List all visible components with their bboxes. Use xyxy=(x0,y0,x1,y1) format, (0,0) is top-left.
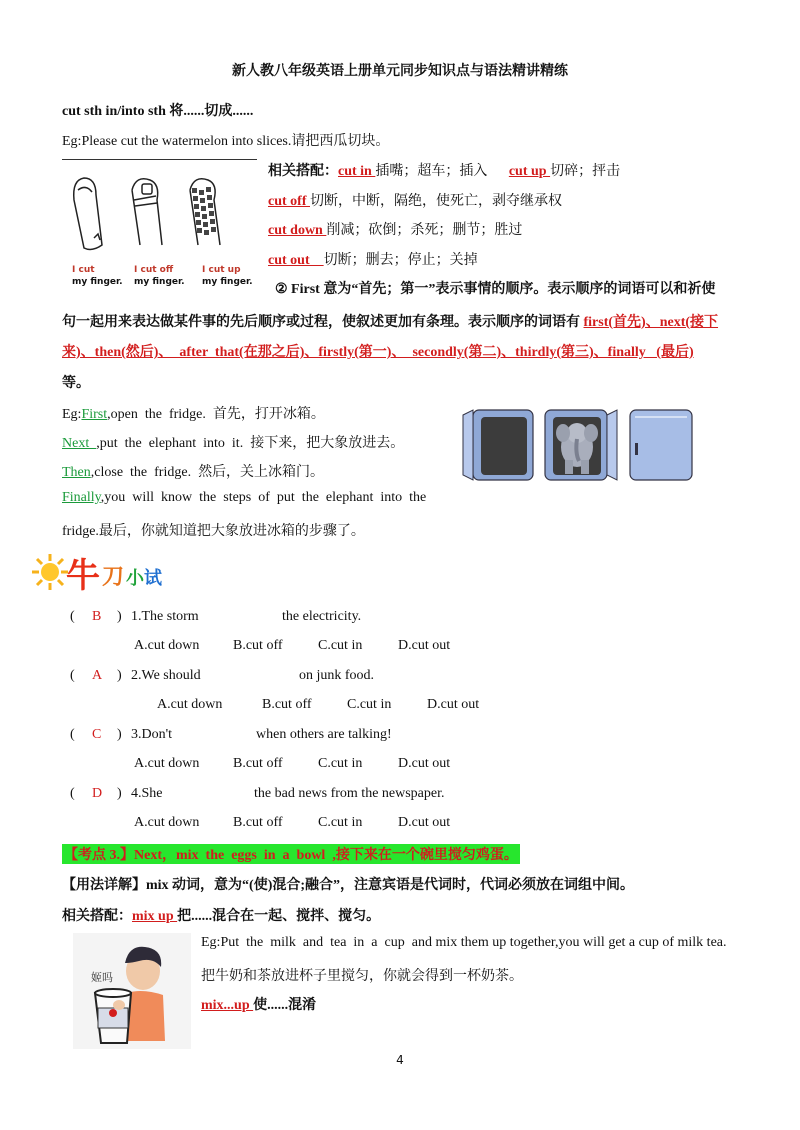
answer-paren-close: ) xyxy=(117,786,122,801)
caption-2-line1: I cut off xyxy=(134,265,174,275)
quiz-1-option-d: D.cut out xyxy=(398,638,451,653)
quiz-4-option-c: C.cut in xyxy=(318,815,363,830)
fridge-example-4-line2: fridge.最后，你就知道把大象放进冰箱的步骤了。 xyxy=(62,524,365,539)
phrase-mix-with: mix...up xyxy=(201,998,254,1013)
page-number: 4 xyxy=(396,1053,404,1067)
kaodian-3: 【考点 3.】Next，mix the eggs in a bowl ,接下来在一个碗里搅匀鸡蛋。 xyxy=(62,844,520,864)
quiz-4-option-d: D.cut out xyxy=(398,815,451,830)
fridge-example-3-rest: ,close the fridge. 然后，关上冰箱门。 xyxy=(90,465,325,480)
order-words-part2: 来)、then(然后)、 after that(在那之后)、firstly(第一)、 secondly(第二)、thirdly(第三)、finally (最后) xyxy=(62,345,694,360)
quiz-3-tail: when others are talking! xyxy=(256,727,392,742)
eg-prefix: Eg: xyxy=(62,407,82,422)
order-words-part1: first(首先)、next(接下 xyxy=(583,315,719,330)
answer-2: A xyxy=(92,668,103,683)
finger-caption-2 xyxy=(134,264,185,288)
phrase-cut-down-meaning: 削减；砍倒；杀死；删节；胜过 xyxy=(326,223,523,238)
quiz-title-char-2: 刀 xyxy=(102,565,125,590)
phrase-cut-out: cut out xyxy=(268,253,324,268)
cut-into-example: Eg:Please cut the watermelon into slices.请把西瓜切块。 xyxy=(62,134,390,149)
first-para-line4: 等。 xyxy=(62,376,90,391)
quiz-3-option-a: A.cut down xyxy=(134,756,200,771)
phrase-cut-off-meaning: 切断，中断，隔绝，使死亡，剥夺继承权 xyxy=(310,194,562,209)
phrase-cut-up-meaning: 切碎；抨击 xyxy=(550,164,621,179)
quiz-3-stem: 3.Don't xyxy=(131,727,173,742)
phrase-cut-in-meaning: 插嘴；超车；插入 xyxy=(375,164,488,179)
mix-phrases-intro: 相关搭配： xyxy=(62,909,132,924)
sun-icon xyxy=(30,552,70,592)
quiz-title-char-3: 小 xyxy=(126,568,144,589)
cut-into-title: cut sth in/into sth 将......切成...... xyxy=(62,104,254,119)
fridge-elephant-illustration xyxy=(455,405,700,485)
quiz-1-option-b: B.cut off xyxy=(233,638,283,653)
first-para-line2 xyxy=(62,311,718,331)
caption-3-line1: I cut up xyxy=(202,265,241,275)
quiz-1-tail: the electricity. xyxy=(282,609,362,624)
cut-phrases-row-2 xyxy=(268,190,562,210)
quiz-3-option-d: D.cut out xyxy=(398,756,451,771)
answer-paren-close: ) xyxy=(117,609,122,624)
mix-example-en: Eg:Put the milk and tea in a cup and mix them up together,you will get a cup of milk tea. xyxy=(201,935,727,950)
answer-paren-open: ( xyxy=(70,727,75,742)
phrases-intro: 相关搭配： xyxy=(268,164,338,179)
fridge-example-1 xyxy=(62,403,325,423)
answer-paren-close: ) xyxy=(117,727,122,742)
phrase-mix-up-meaning: 把......混合在一起、搅拌、搅匀。 xyxy=(177,909,381,924)
usage-label: 【用法详解】 xyxy=(62,878,146,893)
fridge-example-3 xyxy=(62,461,324,481)
finger-caption-1 xyxy=(72,264,123,288)
first-para-line2-text: 句一起用来表达做某件事的先后顺序或过程，使叙述更加有条理。表示顺序的词语有 xyxy=(62,315,584,330)
answer-3: C xyxy=(92,727,102,742)
answer-paren-close: ) xyxy=(117,668,122,683)
caption-1-line2: my finger. xyxy=(72,277,123,287)
quiz-2-option-b: B.cut off xyxy=(262,697,312,712)
order-word-then: Then xyxy=(62,465,91,480)
mix-with-row xyxy=(201,994,316,1014)
usage-line xyxy=(62,874,634,894)
quiz-2-option-a: A.cut down xyxy=(157,697,223,712)
mix-example-zh: 把牛奶和茶放进杯子里搅匀，你就会得到一杯奶茶。 xyxy=(201,969,523,984)
sticker-caption: 姬吗 xyxy=(91,971,113,984)
fridge-drawing xyxy=(455,405,700,485)
answer-paren-open: ( xyxy=(70,609,75,624)
fridge-example-4-rest: ,you will know the steps of put the elephant into the xyxy=(100,490,427,505)
quiz-4-tail: the bad news from the newspaper. xyxy=(254,786,445,801)
finger-caption-3 xyxy=(202,264,253,288)
fridge-example-2 xyxy=(62,432,404,452)
phrase-cut-down: cut down xyxy=(268,223,327,238)
quiz-3-option-b: B.cut off xyxy=(233,756,283,771)
order-word-next: Next xyxy=(62,436,97,451)
quiz-title-char-1: 牛 xyxy=(66,556,100,596)
quiz-1-stem: 1.The storm xyxy=(131,609,199,624)
quiz-1-option-c: C.cut in xyxy=(318,638,363,653)
milk-tea-sticker xyxy=(73,933,191,1049)
phrase-cut-up: cut up xyxy=(508,164,551,179)
caption-3-line2: my finger. xyxy=(202,277,253,287)
phrase-cut-out-meaning: 切断；删去；停止；关掉 xyxy=(323,253,478,268)
order-word-finally: Finally xyxy=(62,490,101,505)
quiz-2-option-c: C.cut in xyxy=(347,697,392,712)
order-word-first: First xyxy=(81,407,108,422)
quiz-3-option-c: C.cut in xyxy=(318,756,363,771)
usage-text: mix 动词，意为“(使)混合;融合”，注意宾语是代词时，代词必须放在词组中间。 xyxy=(146,878,635,893)
fridge-example-2-rest: ,put the elephant into it. 接下来，把大象放进去。 xyxy=(96,436,405,451)
answer-paren-open: ( xyxy=(70,786,75,801)
quiz-title xyxy=(30,548,190,596)
answer-4: D xyxy=(92,786,103,801)
cut-phrases-row-1 xyxy=(268,160,620,180)
fridge-example-4 xyxy=(62,490,426,506)
quiz-2-tail: on junk food. xyxy=(299,668,375,683)
quiz-4-option-b: B.cut off xyxy=(233,815,283,830)
cut-phrases-row-3 xyxy=(268,219,522,239)
cut-phrases-row-4 xyxy=(268,249,478,269)
answer-1: B xyxy=(92,609,102,624)
caption-1-line1: I cut xyxy=(72,265,95,275)
quiz-2-option-d: D.cut out xyxy=(427,697,480,712)
caption-2-line2: my finger. xyxy=(134,277,185,287)
sticker-image xyxy=(73,933,191,1049)
finger-illustration xyxy=(62,159,257,300)
quiz-4-stem: 4.She xyxy=(131,786,163,801)
mix-phrases-row xyxy=(62,905,380,925)
phrase-mix-with-meaning: 使......混淆 xyxy=(253,998,317,1013)
answer-paren-open: ( xyxy=(70,668,75,683)
page-header: 新人教八年级英语上册单元同步知识点与语法精讲精练 xyxy=(232,63,568,79)
quiz-1-option-a: A.cut down xyxy=(134,638,200,653)
fridge-example-1-rest: ,open the fridge. 首先，打开冰箱。 xyxy=(107,407,325,422)
quiz-title-char-4: 试 xyxy=(144,568,162,589)
quiz-2-stem: 2.We should xyxy=(131,668,201,683)
first-para-line1: ② First 意为“首先；第一”表示事情的顺序。表示顺序的词语可以和祈使 xyxy=(275,282,716,297)
phrase-cut-in: cut in xyxy=(338,164,376,179)
quiz-4-option-a: A.cut down xyxy=(134,815,200,830)
phrase-cut-off: cut off xyxy=(268,194,310,209)
phrase-mix-up: mix up xyxy=(132,909,178,924)
